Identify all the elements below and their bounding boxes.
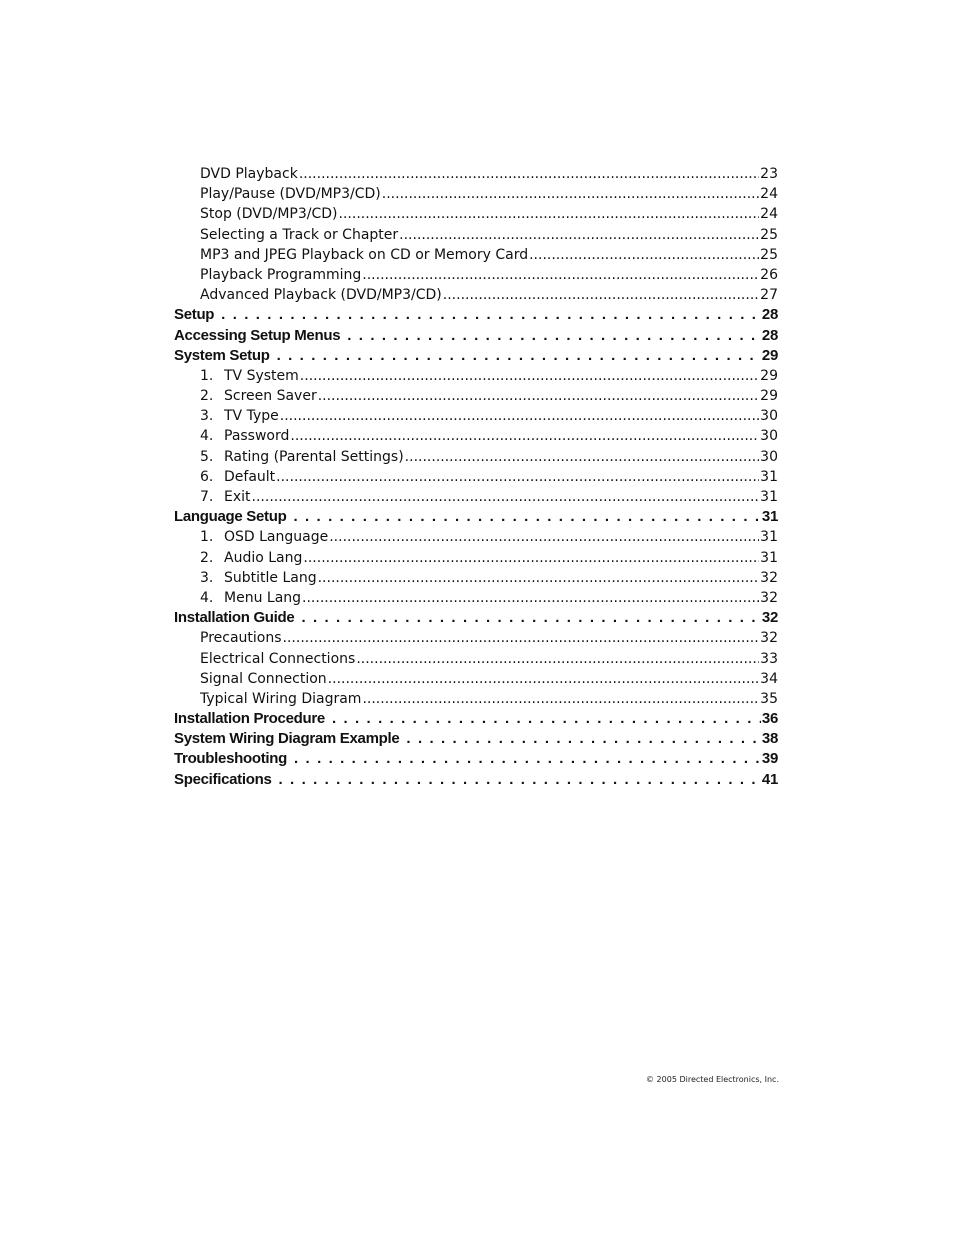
toc-entry-label: MP3 and JPEG Playback on CD or Memory Card (200, 246, 529, 263)
toc-entry-label: Specifications (174, 770, 272, 788)
toc-entry-number: 2. (200, 388, 214, 405)
toc-subsection-entry (174, 467, 778, 487)
dot-leader (341, 326, 761, 346)
toc-entry-page-number: 33 (760, 650, 778, 667)
toc-entry-label: DVD Playback (200, 166, 298, 182)
toc-subsection-entry (174, 184, 778, 204)
toc-entry-number: 3. (200, 408, 214, 425)
dot-leader (399, 225, 759, 245)
toc-entry-page-number: 39 (761, 750, 778, 768)
toc-entry-page-number: 25 (760, 246, 778, 263)
toc-entry-page-number: 34 (760, 670, 778, 687)
toc-entry-label: Language Setup (174, 508, 287, 526)
toc-entry-label: Playback Programming (200, 266, 362, 283)
toc-entry-page-number: 32 (760, 569, 778, 586)
toc-entry-label: Menu Lang (224, 589, 302, 606)
toc-subsection-entry (174, 669, 778, 689)
dot-leader (215, 305, 761, 325)
dot-leader (303, 548, 759, 568)
dot-leader (252, 487, 760, 507)
toc-entry-label: Precautions (200, 630, 282, 647)
toc-entry-label: System Setup (174, 346, 270, 364)
toc-section-entry (174, 326, 778, 346)
toc-entry-page-number: 36 (761, 710, 778, 728)
toc-subsection-entry (174, 447, 778, 467)
toc-entry-number: 7. (200, 489, 214, 505)
toc-entry-number: 5. (200, 448, 214, 465)
toc-entry-label: TV Type (224, 408, 279, 425)
toc-entry-label: Accessing Setup Menus (174, 326, 341, 344)
toc-entry-label: Setup (174, 306, 215, 324)
toc-entry-number: 2. (200, 549, 214, 566)
toc-entry-page-number: 27 (760, 287, 778, 304)
toc-section-entry (174, 729, 778, 749)
toc-entry-page-number: 41 (761, 770, 778, 788)
toc-entry-label: Signal Connection (200, 670, 327, 687)
toc-subsection-entry (174, 366, 778, 386)
toc-entry-page-number: 28 (761, 306, 778, 324)
dot-leader (271, 346, 761, 366)
dot-leader (318, 386, 759, 406)
dot-leader (288, 749, 761, 769)
dot-leader (326, 709, 761, 729)
toc-entry-page-number: 38 (761, 730, 778, 748)
toc-entry-page-number: 30 (760, 428, 778, 445)
dot-leader (529, 245, 759, 265)
toc-entry-label: Rating (Parental Settings) (224, 448, 404, 465)
toc-entry-label: Stop (DVD/MP3/CD) (200, 206, 338, 223)
toc-subsection-entry (174, 204, 778, 224)
dot-leader (276, 467, 759, 487)
dot-leader (382, 184, 759, 204)
toc-entry-page-number: 23 (760, 166, 778, 182)
toc-subsection-entry (174, 426, 778, 446)
toc-entry-label: System Wiring Diagram Example (174, 730, 400, 748)
toc-entry-number: 6. (200, 468, 214, 485)
toc-entry-label: Password (224, 428, 290, 445)
dot-leader (299, 164, 759, 184)
dot-leader (295, 608, 760, 628)
toc-entry-number: 3. (200, 569, 214, 586)
toc-section-entry (174, 608, 778, 628)
dot-leader (362, 265, 759, 285)
dot-leader (290, 426, 759, 446)
dot-leader (443, 285, 759, 305)
dot-leader (273, 770, 761, 790)
toc-subsection-entry (174, 548, 778, 568)
copyright-footer: © 2005 Directed Electronics, Inc. (646, 1075, 779, 1084)
toc-entry-label: Installation Procedure (174, 710, 325, 728)
toc-entry-label: Advanced Playback (DVD/MP3/CD) (200, 287, 442, 304)
dot-leader (283, 628, 760, 648)
toc-entry-label: Installation Guide (174, 609, 295, 627)
toc-entry-label: Default (224, 468, 276, 485)
toc-section-entry (174, 507, 778, 527)
toc-entry-number: 1. (200, 367, 214, 384)
toc-subsection-entry (174, 568, 778, 588)
toc-entry-label: OSD Language (224, 529, 329, 546)
dot-leader (287, 507, 760, 527)
dot-leader (302, 588, 759, 608)
toc-entry-page-number: 31 (760, 549, 778, 566)
toc-entry-page-number: 26 (760, 266, 778, 283)
toc-entry-page-number: 35 (760, 690, 778, 707)
toc-section-entry (174, 709, 778, 729)
table-of-contents (174, 164, 778, 790)
dot-leader (339, 204, 760, 224)
toc-subsection-entry (174, 406, 778, 426)
dot-leader (328, 669, 760, 689)
toc-entry-page-number: 24 (760, 186, 778, 203)
toc-entry-page-number: 32 (760, 630, 778, 647)
dot-leader (329, 527, 759, 547)
toc-entry-label: Play/Pause (DVD/MP3/CD) (200, 186, 381, 203)
dot-leader (362, 689, 759, 709)
toc-entry-label: Electrical Connections (200, 650, 356, 667)
toc-subsection-entry (174, 386, 778, 406)
toc-subsection-entry (174, 164, 778, 184)
toc-entry-page-number: 29 (760, 388, 778, 405)
toc-entry-number: 1. (200, 529, 214, 546)
toc-subsection-entry (174, 487, 778, 507)
toc-entry-label: Selecting a Track or Chapter (200, 226, 399, 243)
toc-subsection-entry (174, 689, 778, 709)
toc-entry-page-number: 32 (761, 609, 778, 627)
toc-entry-label: Audio Lang (224, 549, 303, 566)
toc-entry-page-number: 24 (760, 206, 778, 223)
toc-subsection-entry (174, 527, 778, 547)
toc-entry-label: TV System (224, 367, 299, 384)
toc-entry-page-number: 31 (760, 489, 778, 505)
toc-entry-label: Troubleshooting (174, 750, 287, 768)
toc-entry-page-number: 29 (760, 367, 778, 384)
toc-section-entry (174, 770, 778, 790)
dot-leader (280, 406, 759, 426)
toc-entry-page-number: 30 (760, 408, 778, 425)
toc-entry-page-number: 31 (760, 468, 778, 485)
toc-subsection-entry (174, 245, 778, 265)
toc-subsection-entry (174, 285, 778, 305)
dot-leader (318, 568, 760, 588)
toc-subsection-entry (174, 649, 778, 669)
toc-entry-page-number: 28 (761, 326, 778, 344)
toc-subsection-entry (174, 588, 778, 608)
toc-entry-label: Exit (224, 489, 251, 505)
toc-subsection-entry (174, 225, 778, 245)
toc-entry-label: Screen Saver (224, 388, 317, 405)
dot-leader (300, 366, 759, 386)
dot-leader (356, 649, 759, 669)
toc-entry-page-number: 29 (761, 346, 778, 364)
toc-entry-page-number: 32 (760, 589, 778, 606)
toc-section-entry (174, 749, 778, 769)
toc-entry-page-number: 31 (760, 529, 778, 546)
toc-entry-page-number: 30 (760, 448, 778, 465)
toc-entry-number: 4. (200, 428, 214, 445)
toc-entry-label: Typical Wiring Diagram (200, 690, 362, 707)
toc-subsection-entry (174, 265, 778, 285)
toc-subsection-entry (174, 628, 778, 648)
dot-leader (400, 729, 760, 749)
toc-entry-page-number: 25 (760, 226, 778, 243)
toc-section-entry (174, 305, 778, 325)
dot-leader (405, 447, 760, 467)
toc-entry-number: 4. (200, 589, 214, 606)
toc-section-entry (174, 346, 778, 366)
toc-entry-page-number: 31 (761, 508, 778, 526)
toc-entry-label: Subtitle Lang (224, 569, 317, 586)
